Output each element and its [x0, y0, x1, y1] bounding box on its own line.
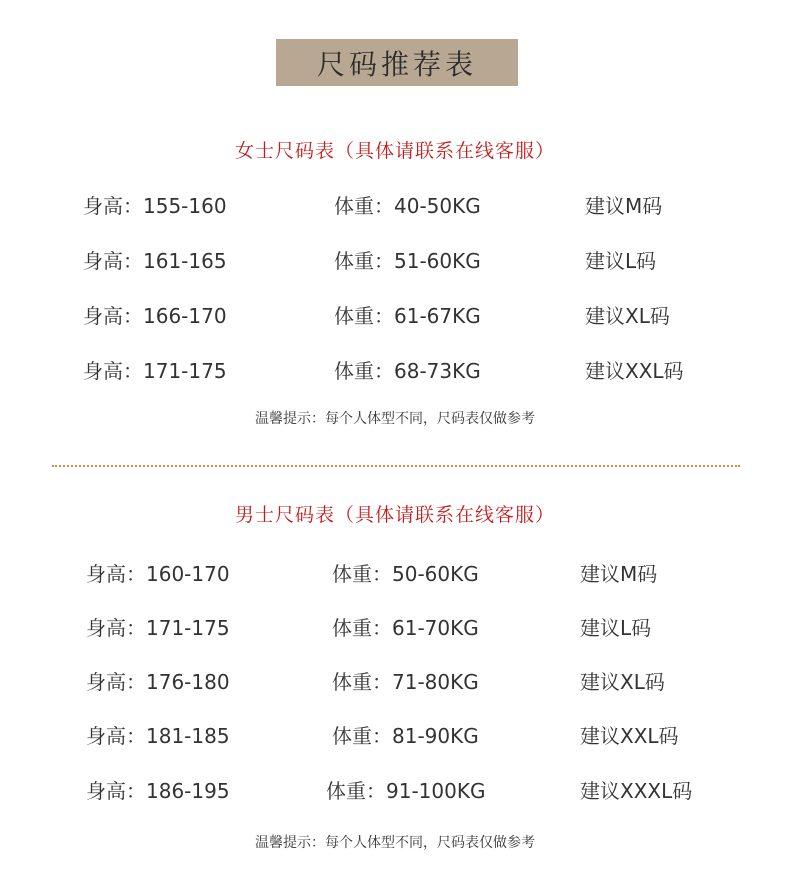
weight-range: 体重：40-50KG [334, 194, 481, 218]
height-range: 身高：171-175 [83, 359, 227, 383]
weight-range: 体重：61-70KG [332, 616, 479, 640]
men-section-heading: 男士尺码表（具体请联系在线客服） [234, 504, 555, 526]
men-size-note: 温馨提示：每个人体型不同，尺码表仅做参考 [255, 835, 535, 851]
height-range: 身高：160-170 [86, 562, 230, 586]
women-size-row [0, 191, 790, 221]
men-size-row [0, 559, 790, 589]
men-size-row [0, 613, 790, 643]
height-range: 身高：181-185 [86, 724, 230, 748]
women-size-row [0, 301, 790, 331]
weight-range: 体重：91-100KG [326, 779, 486, 803]
size-chart-title: 尺码推荐表 [276, 39, 518, 86]
height-range: 身高：161-165 [83, 249, 227, 273]
women-size-row [0, 246, 790, 276]
women-size-row [0, 356, 790, 386]
women-size-note: 温馨提示：每个人体型不同，尺码表仅做参考 [255, 411, 535, 427]
weight-range: 体重：71-80KG [332, 670, 479, 694]
recommended-size: 建议XL码 [585, 304, 670, 328]
weight-range: 体重：61-67KG [334, 304, 481, 328]
recommended-size: 建议XXL码 [585, 359, 684, 383]
men-size-row [0, 667, 790, 697]
recommended-size: 建议XXL码 [580, 724, 679, 748]
recommended-size: 建议M码 [580, 562, 658, 586]
recommended-size: 建议XL码 [580, 670, 665, 694]
men-size-row [0, 776, 790, 806]
weight-range: 体重：68-73KG [334, 359, 481, 383]
men-size-row [0, 721, 790, 751]
weight-range: 体重：81-90KG [332, 724, 479, 748]
women-section-heading: 女士尺码表（具体请联系在线客服） [234, 140, 555, 162]
height-range: 身高：166-170 [83, 304, 227, 328]
height-range: 身高：186-195 [86, 779, 230, 803]
weight-range: 体重：51-60KG [334, 249, 481, 273]
recommended-size: 建议M码 [585, 194, 663, 218]
height-range: 身高：171-175 [86, 616, 230, 640]
recommended-size: 建议XXXL码 [580, 779, 693, 803]
section-divider [52, 465, 740, 467]
recommended-size: 建议L码 [580, 616, 652, 640]
height-range: 身高：155-160 [83, 194, 227, 218]
weight-range: 体重：50-60KG [332, 562, 479, 586]
recommended-size: 建议L码 [585, 249, 657, 273]
height-range: 身高：176-180 [86, 670, 230, 694]
